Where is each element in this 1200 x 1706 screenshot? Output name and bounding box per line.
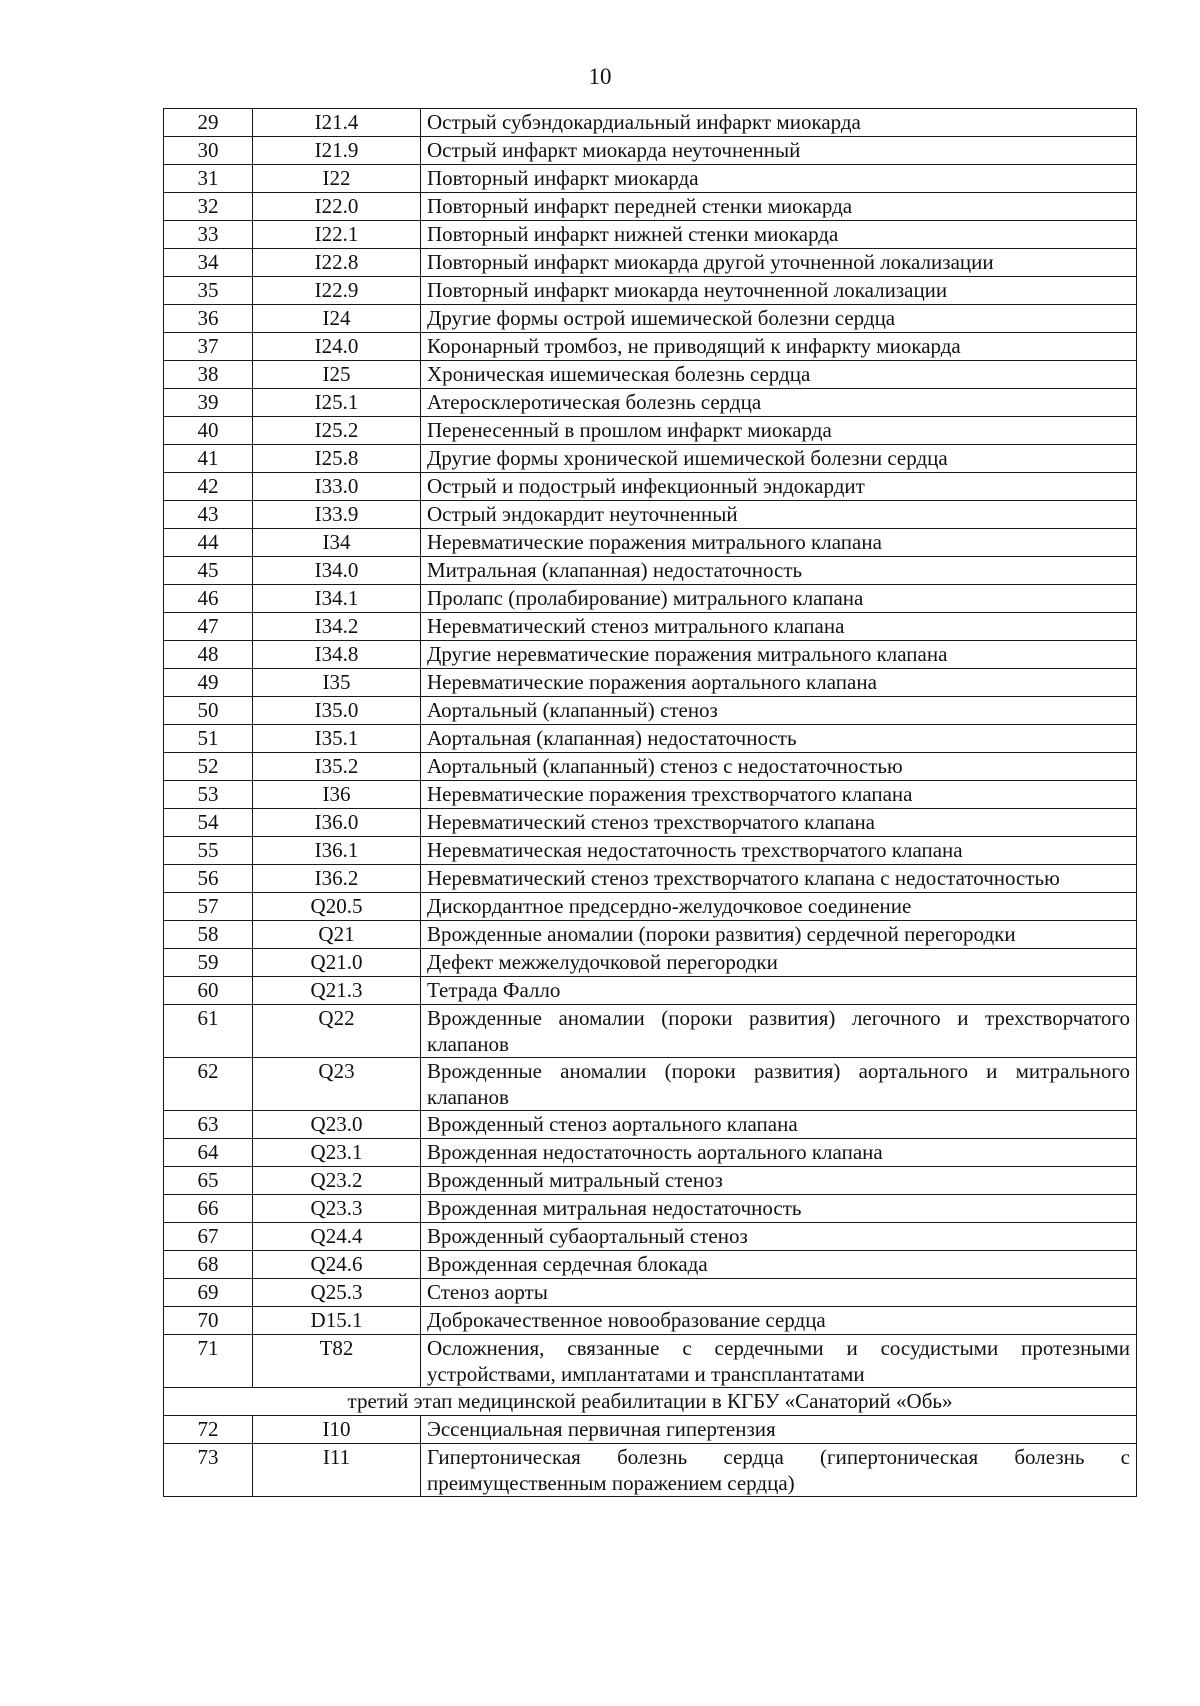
- icd-code: T82: [253, 1335, 421, 1388]
- diagnosis-name: Врожденные аномалии (пороки развития) легочного и трехстворчатого клапанов: [421, 1005, 1137, 1058]
- table-row: [164, 697, 1137, 725]
- table-row: [164, 389, 1137, 417]
- row-number: 31: [164, 165, 253, 193]
- icd-code: I34.8: [253, 641, 421, 669]
- diagnosis-name: Тетрада Фалло: [421, 977, 1137, 1005]
- section-title: третий этап медицинской реабилитации в КГБУ «Санаторий «Обь»: [164, 1388, 1137, 1416]
- diagnosis-name: Аортальный (клапанный) стеноз с недостаточностью: [421, 753, 1137, 781]
- diagnosis-name: Неревматический стеноз трехстворчатого клапана: [421, 809, 1137, 837]
- table-row: [164, 1195, 1137, 1223]
- table-row: [164, 809, 1137, 837]
- diagnosis-name: Врожденный митральный стеноз: [421, 1167, 1137, 1195]
- table-row: [164, 417, 1137, 445]
- row-number: 37: [164, 333, 253, 361]
- icd-code: Q21.3: [253, 977, 421, 1005]
- row-number: 30: [164, 137, 253, 165]
- icd-code: Q21: [253, 921, 421, 949]
- row-number: 64: [164, 1139, 253, 1167]
- table-row: [164, 893, 1137, 921]
- row-number: 47: [164, 613, 253, 641]
- row-number: 69: [164, 1279, 253, 1307]
- icd-code: I35: [253, 669, 421, 697]
- row-number: 36: [164, 305, 253, 333]
- row-number: 52: [164, 753, 253, 781]
- table-row: [164, 1279, 1137, 1307]
- page-number: 10: [588, 64, 612, 89]
- row-number: 42: [164, 473, 253, 501]
- row-number: 39: [164, 389, 253, 417]
- table-row: [164, 865, 1137, 893]
- table-row: [164, 977, 1137, 1005]
- diagnosis-name: Повторный инфаркт нижней стенки миокарда: [421, 221, 1137, 249]
- diagnosis-name: Аортальная (клапанная) недостаточность: [421, 725, 1137, 753]
- row-number: 50: [164, 697, 253, 725]
- diagnosis-name: Врожденный субаортальный стеноз: [421, 1223, 1137, 1251]
- row-number: 56: [164, 865, 253, 893]
- icd-code: Q24.4: [253, 1223, 421, 1251]
- table-row: [164, 1335, 1137, 1388]
- table-row: [164, 837, 1137, 865]
- diagnosis-name: Повторный инфаркт миокарда: [421, 165, 1137, 193]
- diagnosis-name: Митральная (клапанная) недостаточность: [421, 557, 1137, 585]
- icd-code: I34.2: [253, 613, 421, 641]
- table-row: [164, 1307, 1137, 1335]
- icd-code: I35.0: [253, 697, 421, 725]
- table-row: [164, 1167, 1137, 1195]
- icd-code: Q23.0: [253, 1111, 421, 1139]
- icd-code: I21.4: [253, 109, 421, 137]
- row-number: 54: [164, 809, 253, 837]
- row-number: 71: [164, 1335, 253, 1388]
- icd-code: I22: [253, 165, 421, 193]
- icd-code: Q23.1: [253, 1139, 421, 1167]
- row-number: 67: [164, 1223, 253, 1251]
- row-number: 49: [164, 669, 253, 697]
- row-number: 73: [164, 1444, 253, 1497]
- diagnosis-name: Неревматическая недостаточность трехстворчатого клапана: [421, 837, 1137, 865]
- table-row: [164, 921, 1137, 949]
- table-row: [164, 557, 1137, 585]
- diagnosis-name: Другие формы острой ишемической болезни сердца: [421, 305, 1137, 333]
- icd-code: Q21.0: [253, 949, 421, 977]
- row-number: 55: [164, 837, 253, 865]
- row-number: 41: [164, 445, 253, 473]
- diagnosis-name: Атеросклеротическая болезнь сердца: [421, 389, 1137, 417]
- icd-code: I25: [253, 361, 421, 389]
- diagnosis-name: Неревматические поражения трехстворчатого клапана: [421, 781, 1137, 809]
- table-row: [164, 613, 1137, 641]
- icd-code: I35.2: [253, 753, 421, 781]
- table-row: [164, 1223, 1137, 1251]
- row-number: 68: [164, 1251, 253, 1279]
- table-row: [164, 109, 1137, 137]
- diagnosis-name: Острый инфаркт миокарда неуточненный: [421, 137, 1137, 165]
- table-row: [164, 669, 1137, 697]
- icd-code: I21.9: [253, 137, 421, 165]
- diagnosis-name: Пролапс (пролабирование) митрального клапана: [421, 585, 1137, 613]
- icd-code: I24: [253, 305, 421, 333]
- diagnosis-name: Неревматические поражения митрального клапана: [421, 529, 1137, 557]
- diagnosis-name: Врожденные аномалии (пороки развития) сердечной перегородки: [421, 921, 1137, 949]
- row-number: 65: [164, 1167, 253, 1195]
- row-number: 34: [164, 249, 253, 277]
- diagnosis-name: Врожденная митральная недостаточность: [421, 1195, 1137, 1223]
- table-row: [164, 1058, 1137, 1111]
- row-number: 48: [164, 641, 253, 669]
- diagnosis-name: Повторный инфаркт миокарда неуточненной локализации: [421, 277, 1137, 305]
- diagnosis-table-body: [164, 109, 1137, 1497]
- row-number: 33: [164, 221, 253, 249]
- icd-code: Q25.3: [253, 1279, 421, 1307]
- diagnosis-name: Врожденная недостаточность аортального клапана: [421, 1139, 1137, 1167]
- table-row: [164, 1251, 1137, 1279]
- icd-code: I24.0: [253, 333, 421, 361]
- table-row: [164, 529, 1137, 557]
- row-number: 60: [164, 977, 253, 1005]
- row-number: 57: [164, 893, 253, 921]
- icd-code: Q24.6: [253, 1251, 421, 1279]
- icd-code: I11: [253, 1444, 421, 1497]
- diagnosis-name: Доброкачественное новообразование сердца: [421, 1307, 1137, 1335]
- icd-code: I22.1: [253, 221, 421, 249]
- row-number: 29: [164, 109, 253, 137]
- diagnosis-name: Осложнения, связанные с сердечными и сосудистыми протезными устройствами, имплантатами и трансплантатами: [421, 1335, 1137, 1388]
- diagnosis-name: Неревматические поражения аортального клапана: [421, 669, 1137, 697]
- row-number: 59: [164, 949, 253, 977]
- icd-code: I22.9: [253, 277, 421, 305]
- table-row: [164, 193, 1137, 221]
- icd-code: I36.0: [253, 809, 421, 837]
- table-row: [164, 305, 1137, 333]
- icd-code: I33.9: [253, 501, 421, 529]
- diagnosis-name: Неревматический стеноз митрального клапана: [421, 613, 1137, 641]
- icd-code: I10: [253, 1416, 421, 1444]
- row-number: 46: [164, 585, 253, 613]
- icd-code: I36.2: [253, 865, 421, 893]
- icd-code: Q23.2: [253, 1167, 421, 1195]
- icd-code: I36.1: [253, 837, 421, 865]
- table-row: [164, 249, 1137, 277]
- section-row: [164, 1388, 1137, 1416]
- row-number: 70: [164, 1307, 253, 1335]
- icd-code: I22.8: [253, 249, 421, 277]
- diagnosis-name: Острый субэндокардиальный инфаркт миокарда: [421, 109, 1137, 137]
- diagnosis-name: Хроническая ишемическая болезнь сердца: [421, 361, 1137, 389]
- icd-code: I25.1: [253, 389, 421, 417]
- table-row: [164, 1139, 1137, 1167]
- diagnosis-table: [163, 108, 1137, 1497]
- diagnosis-name: Повторный инфаркт передней стенки миокарда: [421, 193, 1137, 221]
- diagnosis-name: Врожденная сердечная блокада: [421, 1251, 1137, 1279]
- table-row: [164, 473, 1137, 501]
- row-number: 38: [164, 361, 253, 389]
- row-number: 72: [164, 1416, 253, 1444]
- row-number: 32: [164, 193, 253, 221]
- diagnosis-name: Врожденные аномалии (пороки развития) аортального и митрального клапанов: [421, 1058, 1137, 1111]
- table-row: [164, 137, 1137, 165]
- row-number: 53: [164, 781, 253, 809]
- table-row: [164, 445, 1137, 473]
- table-row: [164, 725, 1137, 753]
- diagnosis-name: Острый эндокардит неуточненный: [421, 501, 1137, 529]
- table-row: [164, 1005, 1137, 1058]
- table-row: [164, 501, 1137, 529]
- table-row: [164, 361, 1137, 389]
- diagnosis-name: Дефект межжелудочковой перегородки: [421, 949, 1137, 977]
- table-row: [164, 641, 1137, 669]
- icd-code: I33.0: [253, 473, 421, 501]
- diagnosis-name: Дискордантное предсердно-желудочковое соединение: [421, 893, 1137, 921]
- icd-code: D15.1: [253, 1307, 421, 1335]
- diagnosis-name: Аортальный (клапанный) стеноз: [421, 697, 1137, 725]
- table-row: [164, 1111, 1137, 1139]
- icd-code: I35.1: [253, 725, 421, 753]
- icd-code: I34: [253, 529, 421, 557]
- table-row: [164, 781, 1137, 809]
- row-number: 35: [164, 277, 253, 305]
- diagnosis-name: Эссенциальная первичная гипертензия: [421, 1416, 1137, 1444]
- table-row: [164, 277, 1137, 305]
- row-number: 66: [164, 1195, 253, 1223]
- row-number: 40: [164, 417, 253, 445]
- table-row: [164, 585, 1137, 613]
- diagnosis-name: Стеноз аорты: [421, 1279, 1137, 1307]
- table-row: [164, 333, 1137, 361]
- icd-code: I36: [253, 781, 421, 809]
- diagnosis-name: Повторный инфаркт миокарда другой уточненной локализации: [421, 249, 1137, 277]
- diagnosis-name: Коронарный тромбоз, не приводящий к инфаркту миокарда: [421, 333, 1137, 361]
- table-row: [164, 165, 1137, 193]
- row-number: 43: [164, 501, 253, 529]
- table-row: [164, 221, 1137, 249]
- diagnosis-name: Другие неревматические поражения митрального клапана: [421, 641, 1137, 669]
- diagnosis-name: Другие формы хронической ишемической болезни сердца: [421, 445, 1137, 473]
- icd-code: I25.8: [253, 445, 421, 473]
- table-row: [164, 1416, 1137, 1444]
- row-number: 61: [164, 1005, 253, 1058]
- icd-code: Q22: [253, 1005, 421, 1058]
- diagnosis-name: Неревматический стеноз трехстворчатого клапана с недостаточностью: [421, 865, 1137, 893]
- icd-code: I34.1: [253, 585, 421, 613]
- diagnosis-name: Острый и подострый инфекционный эндокардит: [421, 473, 1137, 501]
- row-number: 44: [164, 529, 253, 557]
- row-number: 62: [164, 1058, 253, 1111]
- icd-code: Q23.3: [253, 1195, 421, 1223]
- diagnosis-name: Гипертоническая болезнь сердца (гипертоническая болезнь с преимущественным поражением сердца): [421, 1444, 1137, 1497]
- row-number: 51: [164, 725, 253, 753]
- icd-code: I22.0: [253, 193, 421, 221]
- icd-code: Q20.5: [253, 893, 421, 921]
- icd-code: I34.0: [253, 557, 421, 585]
- table-row: [164, 753, 1137, 781]
- table-row: [164, 1444, 1137, 1497]
- row-number: 58: [164, 921, 253, 949]
- diagnosis-name: Врожденный стеноз аортального клапана: [421, 1111, 1137, 1139]
- row-number: 63: [164, 1111, 253, 1139]
- icd-code: I25.2: [253, 417, 421, 445]
- icd-code: Q23: [253, 1058, 421, 1111]
- diagnosis-name: Перенесенный в прошлом инфаркт миокарда: [421, 417, 1137, 445]
- table-row: [164, 949, 1137, 977]
- row-number: 45: [164, 557, 253, 585]
